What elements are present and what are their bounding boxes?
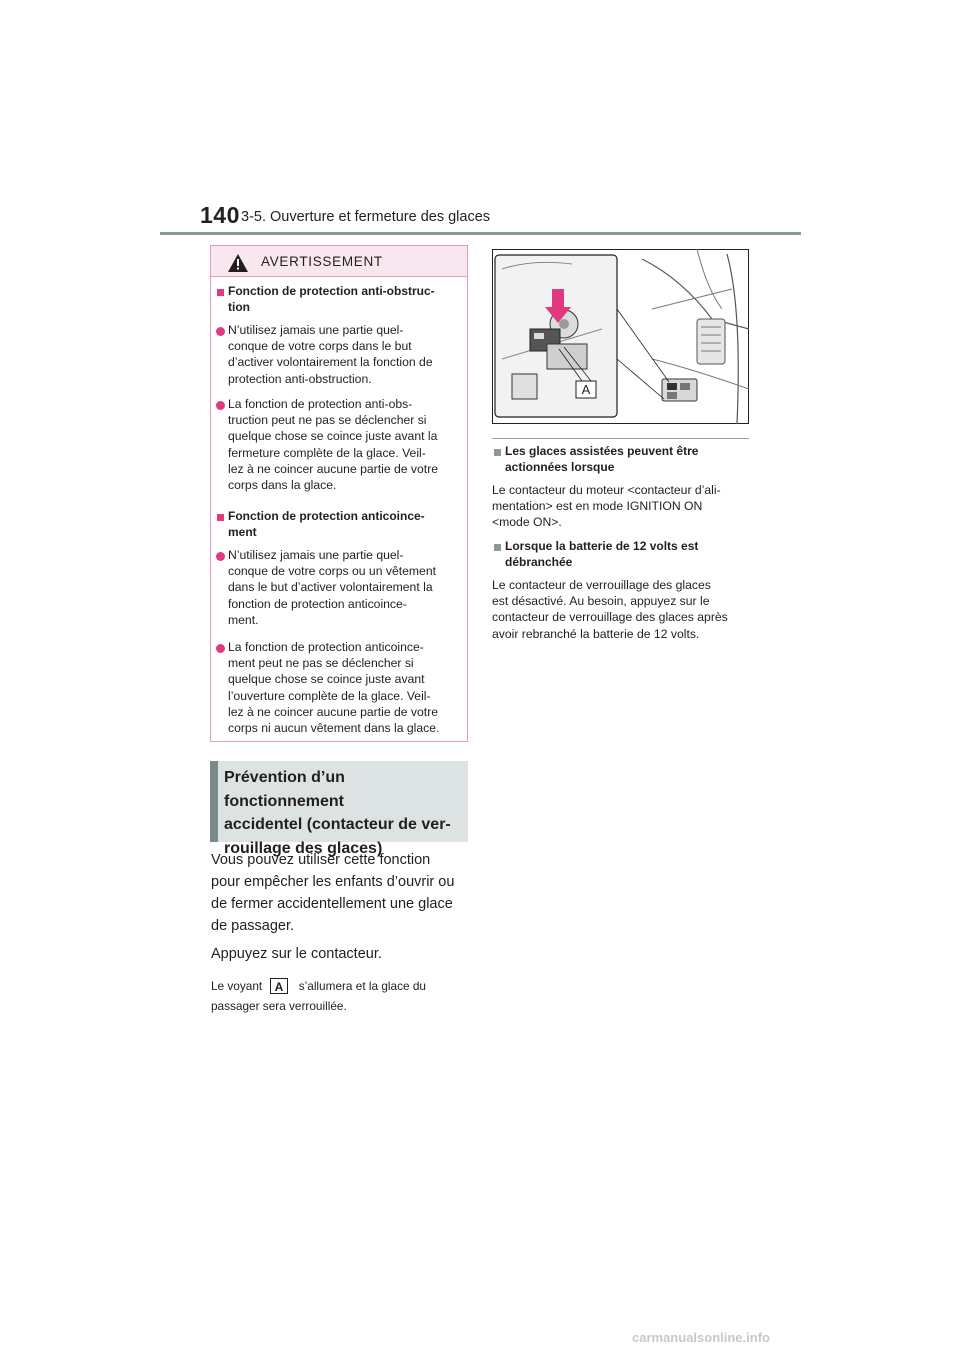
section-instruction: Appuyez sur le contacteur. [211,946,382,962]
section-heading-bar [210,761,218,842]
warning-heading-2: Fonction de protection anticoince- ment [228,509,425,540]
round-bullet-icon [216,401,225,410]
right-column-rule [492,438,749,439]
round-bullet-icon [216,552,225,561]
square-bullet-icon [494,544,501,551]
note-text-2: Le contacteur de verrouillage des glaces est désactivé. Au besoin, appuyez sur le contacteur de verrouillage des glaces après avoir rebranché la batterie de 12 volts. [492,578,728,641]
warning-triangle-icon [228,254,248,272]
warning-bullet-4: La fonction de protection anticoince- ment peut ne pas se déclencher si quelque chose se coince juste avant l’ouverture complète de la glace. Veil- lez à ne coincer aucune partie de votre corps ni aucun vêtement dans la glace. [228,640,440,736]
section-heading-box [210,761,468,857]
label-a-tag: A [270,978,288,994]
section-title: 3-5. Ouverture et fermeture des glaces [241,209,491,225]
section-heading: Prévention d’un fonctionnement accidentel (contacteur de ver- rouillage des glaces) [224,769,451,857]
section-result-line-2: passager sera verrouillée. [211,999,347,1013]
note-heading-2: Lorsque la batterie de 12 volts est débranchée [505,539,699,570]
square-bullet-icon [494,449,501,456]
warning-box [210,245,468,742]
square-bullet-icon [217,514,224,521]
round-bullet-icon [216,644,225,653]
note-heading-1: Les glaces assistées peuvent être actionnées lorsque [505,444,699,475]
note-text-1: Le contacteur du moteur <contacteur d’ali- mentation> est en mode IGNITION ON <mode ON>. [492,483,721,530]
warning-bullet-3: N’utilisez jamais une partie quel- conque de votre corps ou un vêtement dans le but d’activer volontairement la fonction de protection anticoince- ment. [228,548,436,627]
warning-title: AVERTISSEMENT [261,254,383,269]
page-number: 140 [200,202,240,228]
section-result-line-1: Le voyant s’allumera et la glace du [211,979,426,993]
warning-heading-1: Fonction de protection anti-obstruc- tion [228,284,435,315]
window-lock-switch-illustration [492,249,749,424]
illustration-label-a: A [581,382,591,397]
header-rule [160,232,801,235]
warning-header [211,246,467,277]
watermark: carmanualsonline.info [632,1330,770,1345]
section-body-paragraph: Vous pouvez utiliser cette fonction pour empêcher les enfants d’ouvrir ou de fermer accidentellement une glace de passager. [211,852,455,934]
warning-bullet-1: N’utilisez jamais une partie quel- conque de votre corps dans le but d’activer volontairement la fonction de protection anti-obstruction. [228,323,433,386]
square-bullet-icon [217,289,224,296]
warning-bullet-2: La fonction de protection anti-obs- truction peut ne pas se déclencher si quelque chose se coince juste avant la fermeture complète de la glace. Veil- lez à ne coincer aucune partie de votre corps dans la glace. [228,397,439,493]
round-bullet-icon [216,327,225,336]
